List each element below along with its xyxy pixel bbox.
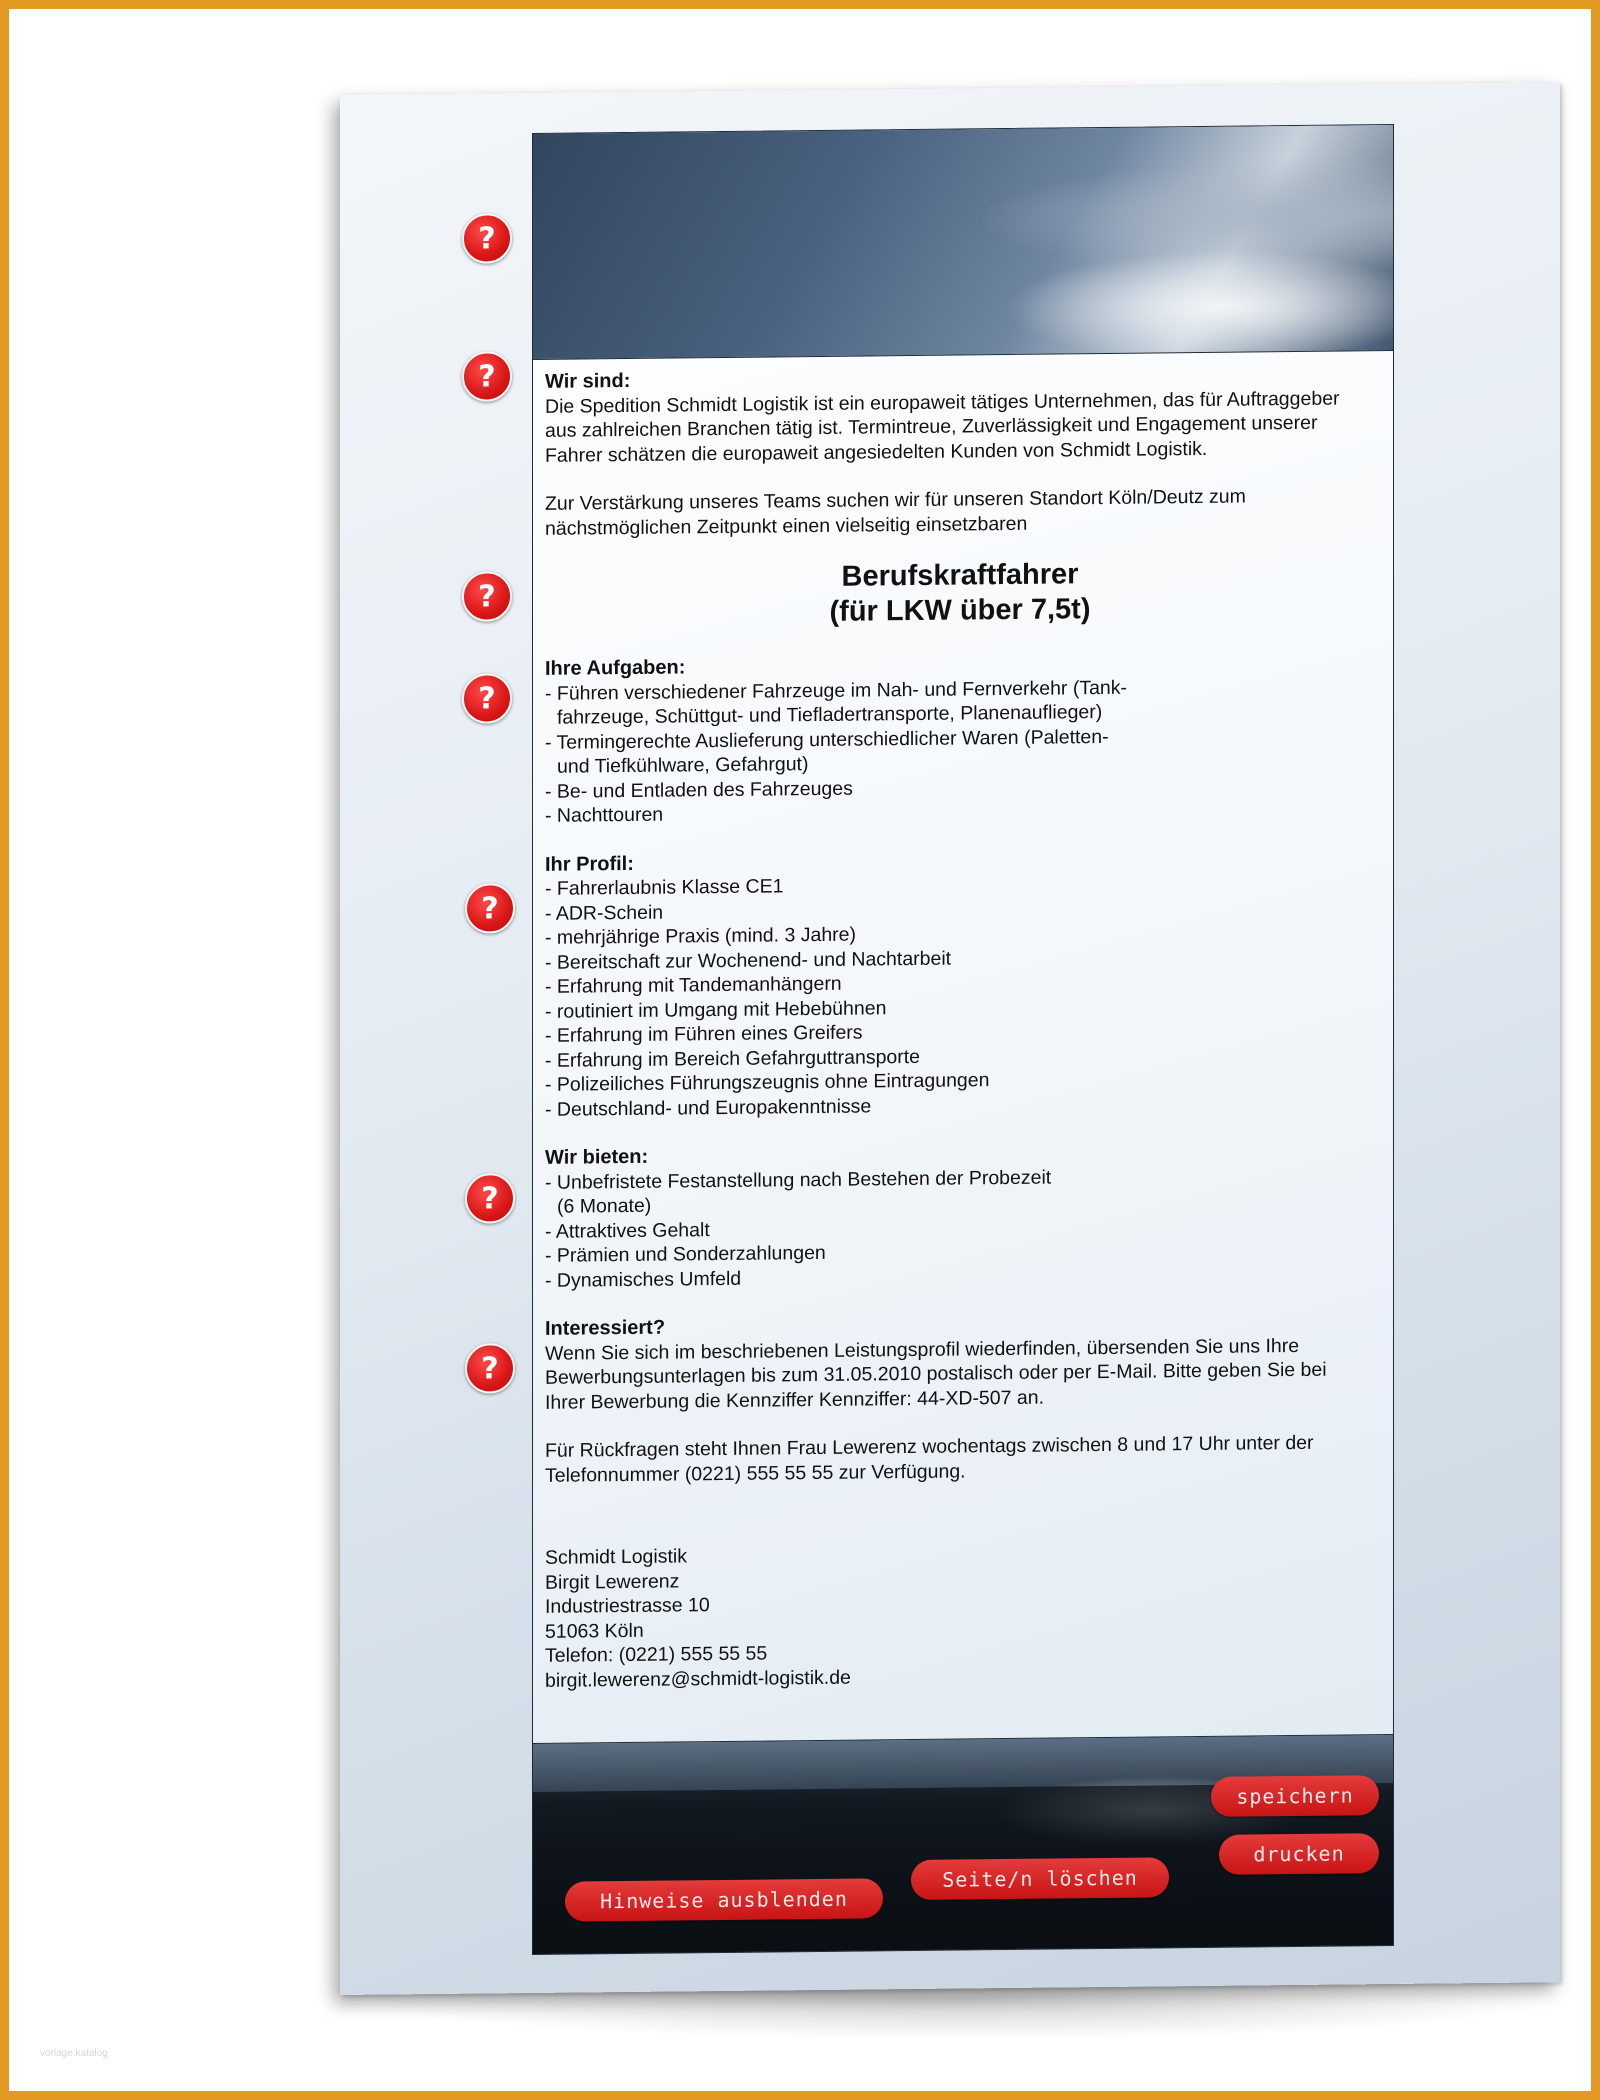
job-ad-document (532, 124, 1394, 1955)
hint-question-icon[interactable]: ? (462, 673, 512, 724)
list-item: - mehrjährige Praxis (mind. 3 Jahre) (545, 923, 857, 949)
section-heading: Wir bieten: (545, 1145, 649, 1169)
text-line: Wenn Sie sich im beschriebenen Leistungsprofil wiederfinden, übersenden Sie uns Ihre (545, 1334, 1300, 1365)
list-item: - Prämien und Sonderzahlungen (545, 1241, 826, 1267)
job-title-line: (für LKW über 7,5t) (829, 593, 1091, 628)
section-heading: Ihr Profil: (545, 852, 634, 876)
text-line: Fahrer schätzen die europaweit angesiedelten Kunden von Schmidt Logistik. (545, 437, 1208, 467)
list-item: - ADR-Schein (545, 901, 664, 925)
list-item: - Be- und Entladen des Fahrzeuges (545, 777, 853, 803)
list-item: - Bereitschaft zur Wochenend- und Nachtarbeit (545, 947, 952, 974)
section-interessiert (545, 1308, 1375, 1488)
list-item: (6 Monate) (557, 1194, 652, 1218)
text-line: Zur Verstärkung unseres Teams suchen wir für unseren Standort Köln/Deutz zum (545, 485, 1246, 515)
text-line: nächstmöglichen Zeitpunkt einen vielseitig einsetzbaren (545, 512, 1028, 540)
section-bieten (545, 1137, 1375, 1293)
watermark: vorlage.katalog (40, 2048, 108, 2059)
list-item: - Fahrerlaubnis Klasse CE1 (545, 875, 784, 900)
section-heading: Interessiert? (545, 1316, 666, 1340)
header-image (533, 125, 1393, 360)
section-aufgaben (545, 648, 1375, 828)
save-button[interactable]: speichern (1211, 1775, 1379, 1817)
list-item: fahrzeuge, Schüttgut- und Tiefladertransporte, Planenauflieger) (557, 701, 1103, 729)
text-line: Die Spedition Schmidt Logistik ist ein europaweit tätiges Unternehmen, das für Auftraggeber (545, 387, 1340, 418)
text-line: Bewerbungsunterlagen bis zum 31.05.2010 postalisch oder per E-Mail. Bitte geben Sie bei (545, 1358, 1327, 1389)
hint-question-icon[interactable]: ? (462, 351, 512, 402)
section-wir-sind (545, 361, 1375, 541)
section-heading: Ihre Aufgaben: (545, 656, 686, 680)
text-line: aus zahlreichen Branchen tätig ist. Termintreue, Zuverlässigkeit und Engagement unserer (545, 411, 1318, 442)
delete-pages-button[interactable]: Seite/n löschen (911, 1857, 1169, 1900)
document-body (545, 361, 1375, 1693)
list-item: - Unbefristete Festanstellung nach Bestehen der Probezeit (545, 1166, 1052, 1194)
job-title-line: Berufskraftfahrer (841, 558, 1079, 593)
list-item: - routiniert im Umgang mit Hebebühnen (545, 996, 887, 1023)
address-line: Telefon: (0221) 555 55 55 (545, 1642, 768, 1667)
list-item: - Dynamisches Umfeld (545, 1267, 742, 1292)
hide-hints-button[interactable]: Hinweise ausblenden (565, 1878, 883, 1921)
section-profil (545, 844, 1375, 1122)
list-item: - Erfahrung mit Tandemanhängern (545, 972, 842, 998)
address-line: Industriestrasse 10 (545, 1594, 710, 1618)
text-line: Telefonnummer (0221) 555 55 55 zur Verfügung. (545, 1459, 966, 1487)
list-item: - Erfahrung im Bereich Gefahrguttransporte (545, 1045, 921, 1072)
job-title (545, 554, 1375, 633)
list-item: - Termingerechte Auslieferung unterschiedlicher Waren (Paletten- (545, 725, 1109, 754)
hint-question-icon[interactable]: ? (462, 213, 512, 264)
hint-question-icon[interactable]: ? (465, 883, 515, 934)
list-item: - Deutschland- und Europakenntnisse (545, 1094, 872, 1121)
list-item: - Erfahrung im Führen eines Greifers (545, 1021, 863, 1047)
footer-bar (533, 1734, 1393, 1954)
hint-question-icon[interactable]: ? (465, 1173, 515, 1224)
list-item: - Attraktives Gehalt (545, 1218, 710, 1243)
email-address: birgit.lewerenz@schmidt-logistik.de (545, 1666, 851, 1692)
list-item: und Tiefkühlware, Gefahrgut) (557, 753, 809, 778)
print-button[interactable]: drucken (1219, 1833, 1379, 1875)
address-line: 51063 Köln (545, 1619, 644, 1643)
hint-question-icon[interactable]: ? (465, 1343, 515, 1394)
address-block (545, 1537, 1375, 1693)
section-heading: Wir sind: (545, 369, 631, 393)
text-line: Ihrer Bewerbung die Kennziffer Kennziffer: 44-XD-507 an. (545, 1386, 1044, 1414)
list-item: - Führen verschiedener Fahrzeuge im Nah- und Fernverkehr (Tank- (545, 676, 1128, 705)
list-item: - Polizeiliches Führungszeugnis ohne Eintragungen (545, 1069, 990, 1096)
text-line: Für Rückfragen steht Ihnen Frau Lewerenz wochentags zwischen 8 und 17 Uhr unter der (545, 1431, 1314, 1462)
hint-question-icon[interactable]: ? (462, 571, 512, 622)
list-item: - Nachttouren (545, 803, 664, 827)
address-line: Schmidt Logistik (545, 1545, 687, 1569)
address-line: Birgit Lewerenz (545, 1569, 680, 1594)
paper-sheet (340, 82, 1560, 1995)
